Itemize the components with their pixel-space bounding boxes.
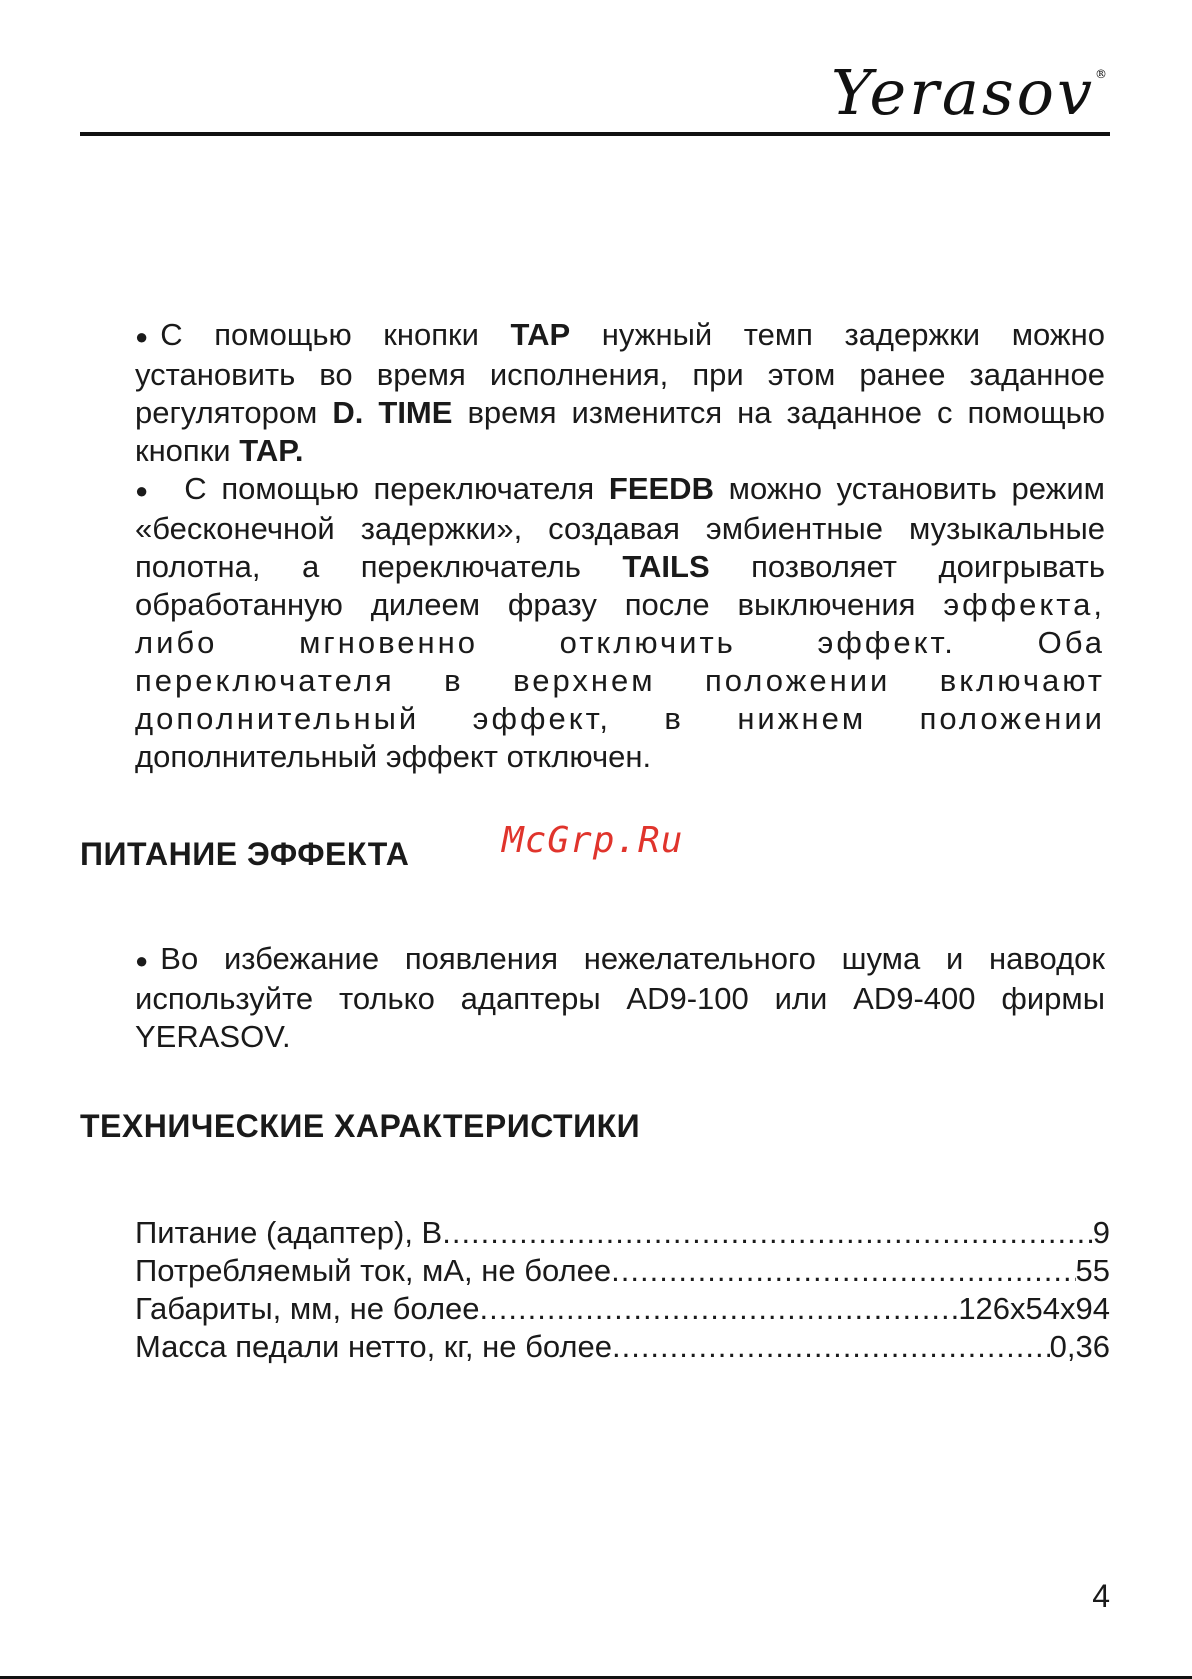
brand-logo xyxy=(830,56,1110,129)
power-paragraph: ● Во избежание появления нежелательного шума и наводок используйте только адаптеры AD9-100 или AD9-400 фирмы YERASOV. xyxy=(135,941,1105,1054)
spec-label: Масса педали нетто, кг, не более xyxy=(135,1329,612,1364)
power-section-title: ПИТАНИЕ ЭФФЕКТА xyxy=(80,836,410,872)
spec-label: Питание (адаптер), В xyxy=(135,1215,443,1250)
bullet-icon: ● xyxy=(135,947,149,973)
spec-label: Габариты, мм, не более xyxy=(135,1291,480,1326)
dot-leader xyxy=(442,1214,1093,1252)
spec-value: 126х54х94 xyxy=(958,1291,1110,1326)
bullet-icon: ● xyxy=(135,477,149,503)
power-section xyxy=(135,940,1105,1056)
spec-label: Потребляемый ток, мА, не более xyxy=(135,1253,612,1288)
dot-leader xyxy=(480,1290,959,1328)
page-number: 4 xyxy=(1092,1578,1110,1614)
header-rule xyxy=(80,132,1110,136)
watermark: McGrp.Ru xyxy=(502,820,684,861)
feedb-tails-paragraph: ● С помощью переключателя FEEDB можно установить режим «бесконечной задержки», создавая эмбиентные музыкальные полотна, а переключатель TAILS позволяет доигрывать обработанную дилеем фразу после выключения эффекта, либо мгновенно отключить эффект. Оба переключателя в верхнем положении включают дополнительный эффект, в нижнем положении дополнительный эффект отключен. xyxy=(135,470,1105,774)
registered-mark: ® xyxy=(1095,67,1110,81)
spec-row xyxy=(135,1214,1110,1252)
intro-section xyxy=(135,316,1105,776)
logo-text: Yerasov xyxy=(830,56,1095,129)
specs-list xyxy=(135,1214,1110,1366)
spec-row xyxy=(135,1252,1110,1290)
dot-leader xyxy=(611,1252,1075,1290)
specs-section-title: ТЕХНИЧЕСКИЕ ХАРАКТЕРИСТИКИ xyxy=(80,1108,641,1144)
tap-paragraph: ● С помощью кнопки TAP нужный темп задержки можно установить во время исполнения, при этом ранее заданное регулятором D. TIME время изменится на заданное с помощью кнопки TAP. xyxy=(135,317,1106,468)
spec-value: 55 xyxy=(1075,1253,1110,1288)
dot-leader xyxy=(612,1328,1050,1366)
spec-value: 0,36 xyxy=(1049,1329,1110,1364)
bullet-icon: ● xyxy=(135,323,149,349)
spec-row xyxy=(135,1328,1110,1366)
spec-row xyxy=(135,1290,1110,1328)
spec-value: 9 xyxy=(1092,1215,1110,1250)
